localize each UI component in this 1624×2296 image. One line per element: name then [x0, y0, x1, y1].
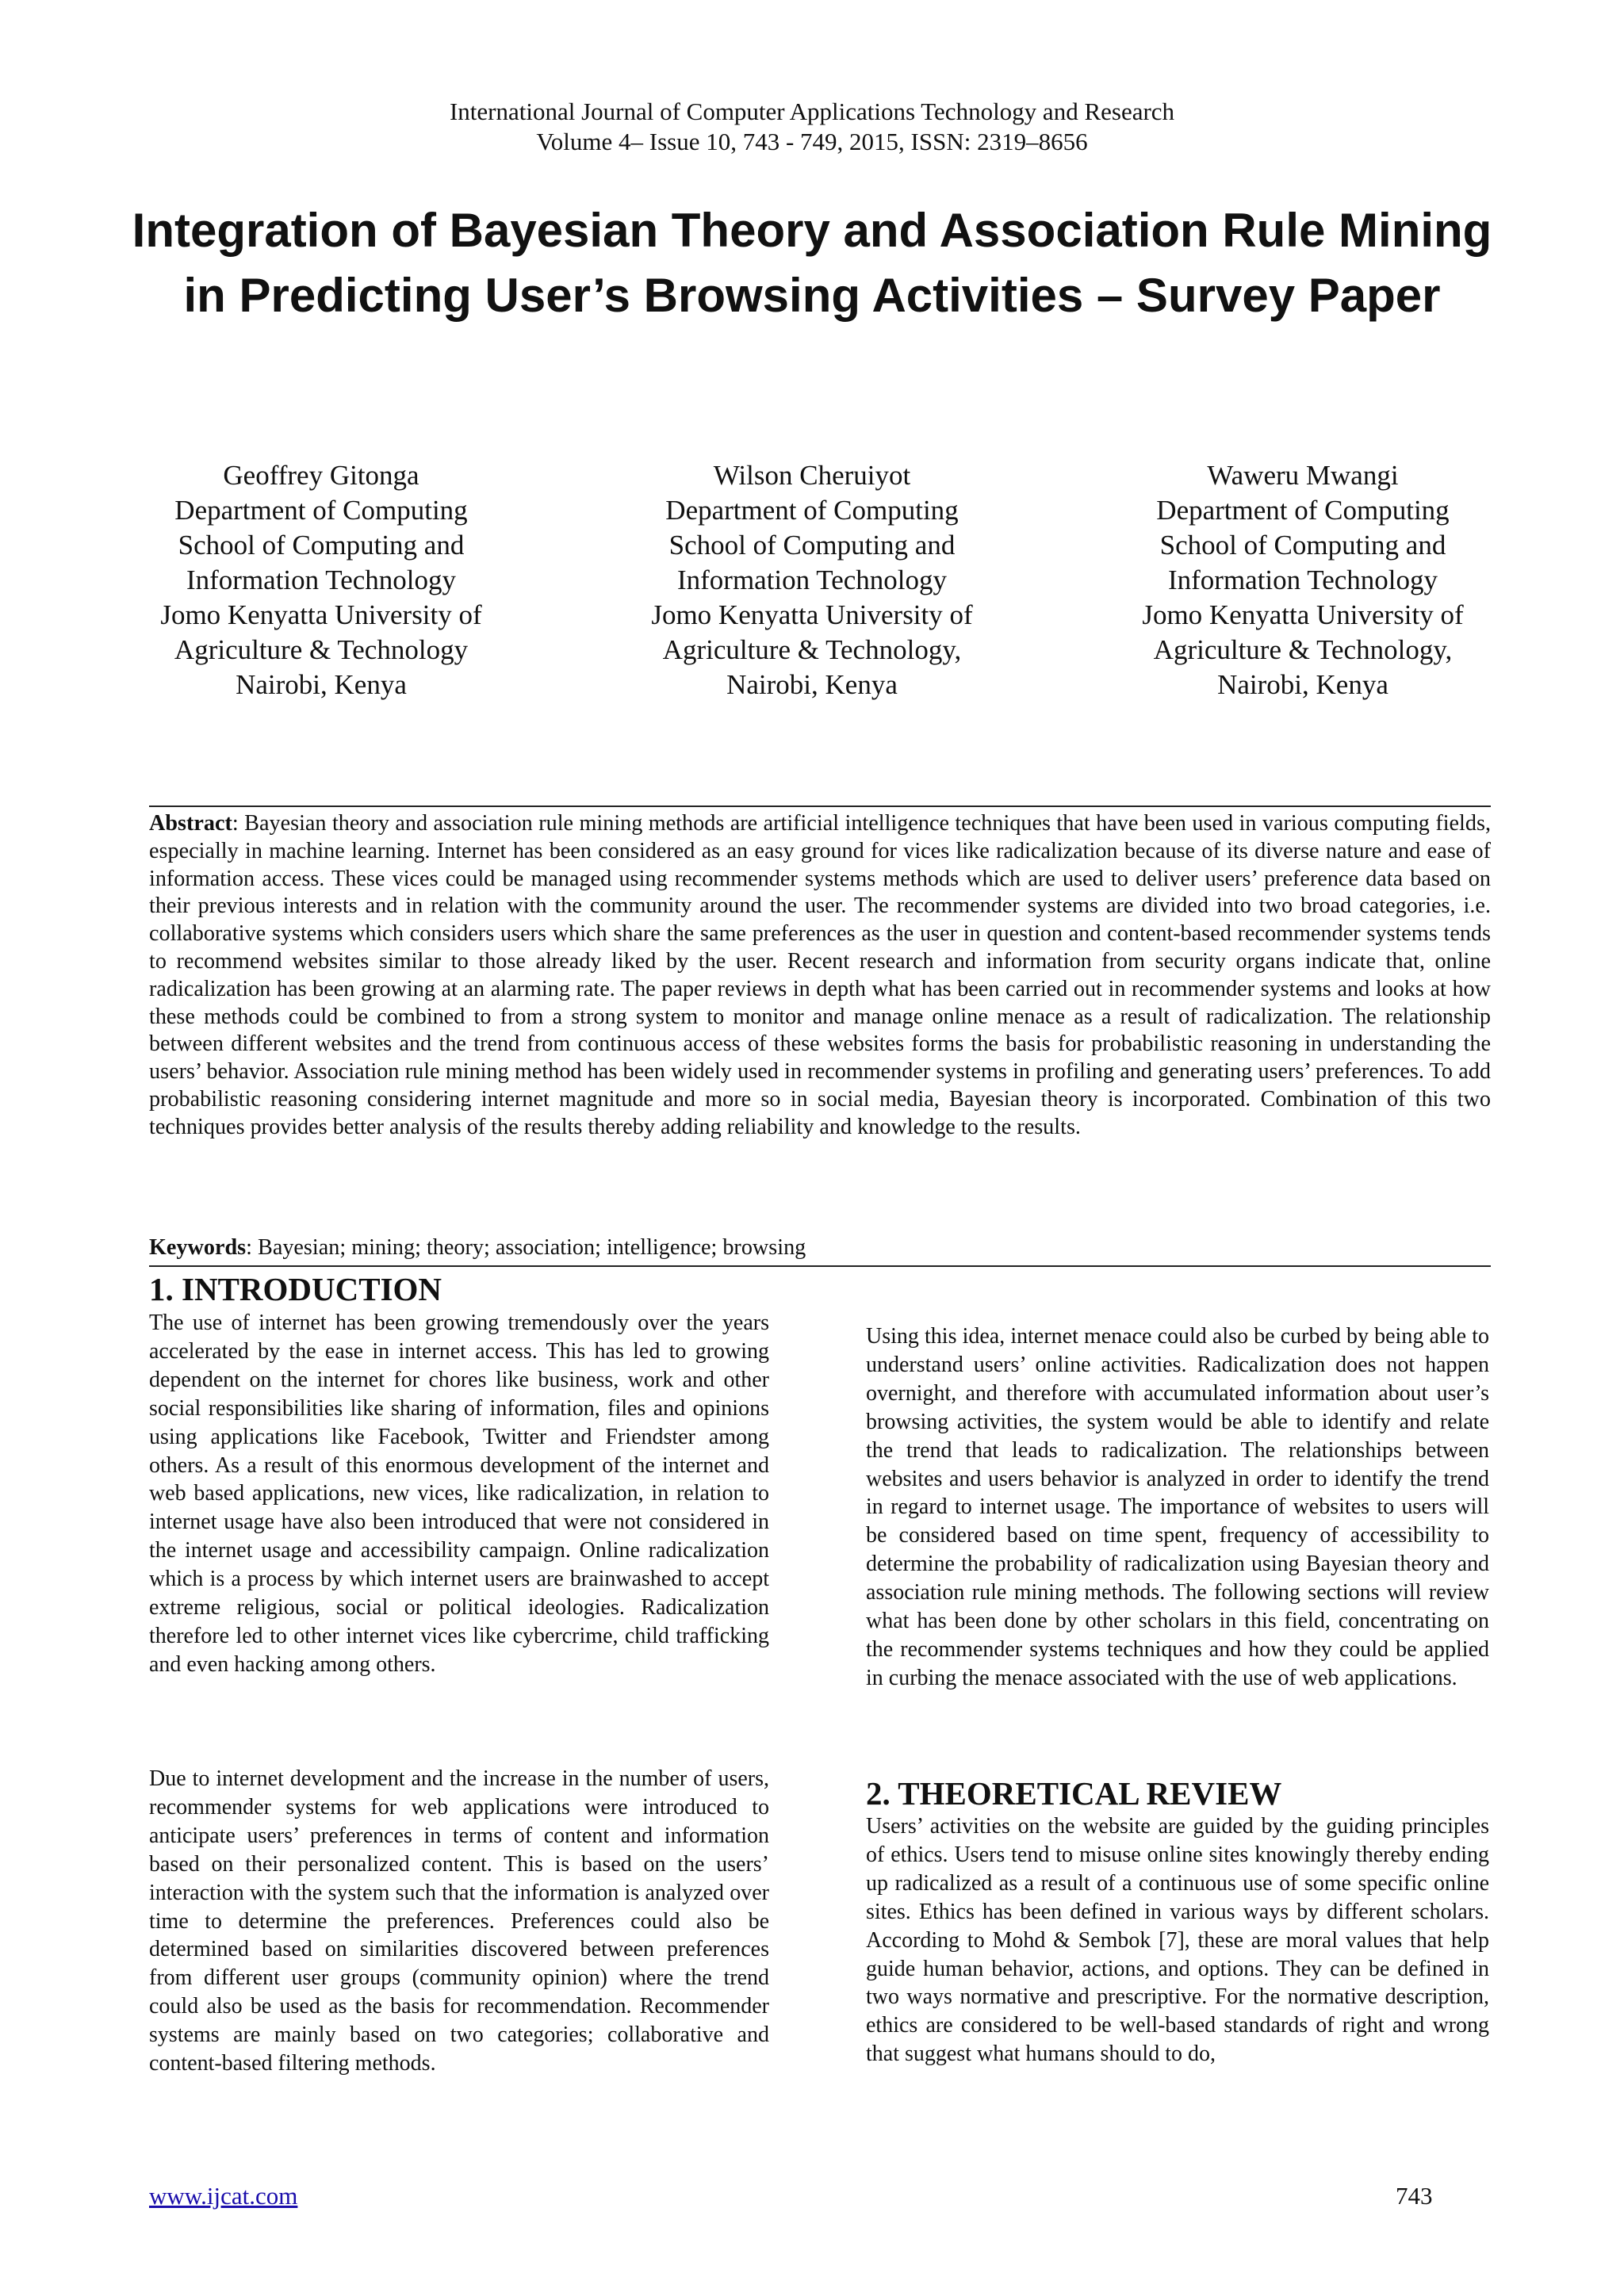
author-affiliation-line: Information Technology	[186, 564, 457, 595]
abstract-top-rule	[149, 806, 1491, 807]
abstract-label: Abstract	[149, 811, 232, 836]
intro-paragraph-1: The use of internet has been growing tremendously over the years accelerated by the ease in internet access. This has led to growing dependent on the internet for chores like business, work and other social responsibilities like sharing of information, files and opinions using applications like Facebook, Twitter and Friendster among others. As a result of this enormous development of the internet and web based applications, new vices, like radicalization, in relation to internet usage have also been introduced that were not considered in the internet usage and accessibility campaign. Online radicalization which is a process by which internet users are brainwashed to accept extreme religious, social or political ideologies. Radicalization therefore led to other internet vices like cybercrime, child trafficking and even hacking among others.	[149, 1311, 769, 1677]
author-2	[626, 458, 998, 702]
abstract-text: : Bayesian theory and association rule mining methods are artificial intelligence techniques that have been used in various computing fields, especially in machine learning. Internet has been considered as an easy ground for vices like radicalization because of its diverse nature and ease of information access. These vices could be managed using recommender systems methods which are used to deliver users’ preference data based on their previous interests and in relation with the community around the user. The recommender systems are divided into two broad categories, i.e. collaborative systems which considers users which share the same preferences as the user in question and content-based recommender systems tends to recommend websites similar to those already liked by the user. Recent research and information from security organs indicate that, online radicalization has been growing at an alarming rate. The paper reviews in depth what has been carried out in recommender systems and looks at how these methods could be combined to from a strong system to monitor and manage online menace as a result of radicalization. The relationship between different websites and the trend from continuous access of these websites forms the basis for probabilistic reasoning in understanding the users’ behavior. Association rule mining method has been widely used in recommender systems in profiling and generating users’ preferences. To add probabilistic reasoning considering internet magnitude and more so in social media, Bayesian theory is incorporated. Combination of this two techniques provides better analysis of the results thereby adding reliability and knowledge to the results.	[149, 811, 1491, 1139]
theory-paragraph-1: Users’ activities on the website are guided by the guiding principles of ethics. Users tend to misuse online sites knowingly thereby ending up radicalized as a result of a continuous use of some specific online sites. Ethics has been defined in various ways by different scholars. According to Mohd & Sembok [7], these are moral values that help guide human behavior, actions, and options. They can be defined in two ways normative and prescriptive. For the normative description, ethics are considered to be well-based standards of right and wrong that suggest what humans should to do,	[866, 1814, 1489, 2067]
author-affiliation-line: Information Technology	[676, 564, 948, 595]
author-affiliation-line: Department of Computing	[665, 495, 959, 526]
author-affiliation-line: Jomo Kenyatta University of	[1142, 599, 1464, 630]
author-affiliation-line: Information Technology	[1167, 564, 1438, 595]
footer-website-link[interactable]: www.ijcat.com	[149, 2182, 298, 2210]
author-affiliation-line: School of Computing and	[668, 530, 956, 561]
author-affiliation-line: Department of Computing	[174, 495, 468, 526]
paper-title: Integration of Bayesian Theory and Association Rule Mining in Predicting User’s Browsing Activities – Survey Paper	[132, 204, 1492, 322]
keywords-text: : Bayesian; mining; theory; association; intelligence; browsing	[246, 1235, 806, 1260]
author-affiliation-line: Nairobi, Kenya	[236, 669, 407, 700]
intro-paragraph-3: Using this idea, internet menace could also be curbed by being able to understand users’ online activities. Radicalization does not happen overnight, and therefore with accumulated information about user’s browsing activities, the system would be able to identify and relate the trend that leads to radicalization. The relationships between websites and users behavior is analyzed in order to identify the trend in regard to internet usage. The importance of websites to users will be considered based on time spent, frequency of accessibility to determine the probability of radicalization using Bayesian theory and association rule mining methods. The following sections will review what has been done by other scholars in this field, concentrating on the recommender systems techniques and how they could be applied in curbing the menace associated with the use of web applications.	[866, 1324, 1489, 1690]
author-affiliation-line: Agriculture & Technology,	[1153, 634, 1453, 665]
keywords-bottom-rule	[149, 1265, 1491, 1267]
author-affiliation-line: School of Computing and	[178, 530, 465, 561]
author-block	[135, 458, 1489, 702]
author-affiliation-line: Nairobi, Kenya	[1217, 669, 1388, 700]
author-1	[135, 458, 508, 702]
author-3	[1116, 458, 1489, 702]
author-affiliation-line: Agriculture & Technology,	[662, 634, 962, 665]
author-name: Waweru Mwangi	[1207, 460, 1399, 491]
section-heading-theoretical-review: 2. THEORETICAL REVIEW	[866, 1775, 1282, 1812]
keywords	[149, 1234, 1491, 1261]
section-heading-introduction: 1. INTRODUCTION	[149, 1271, 442, 1307]
abstract	[149, 810, 1491, 1142]
journal-volume: Volume 4– Issue 10, 743 - 749, 2015, ISSN: 2319–8656	[536, 128, 1088, 155]
author-affiliation-line: Department of Computing	[1156, 495, 1450, 526]
author-name: Geoffrey Gitonga	[223, 460, 419, 491]
author-affiliation-line: School of Computing and	[1159, 530, 1446, 561]
journal-name: International Journal of Computer Applications Technology and Research	[449, 98, 1175, 125]
intro-paragraph-2: Due to internet development and the increase in the number of users, recommender systems for web applications were introduced to anticipate users’ preferences in terms of content and information based on their personalized content. This is based on the users’ interaction with the system such that the information is analyzed over time to determine the preferences. Preferences could also be determined based on similarities discovered between preferences from different user groups (community opinion) where the trend could also be used as the basis for recommendation. Recommender systems are mainly based on two categories; collaborative and content-based filtering methods.	[149, 1766, 769, 2076]
author-affiliation-line: Nairobi, Kenya	[726, 669, 898, 700]
page-number: 743	[1396, 2182, 1433, 2210]
author-affiliation-line: Jomo Kenyatta University of	[651, 599, 973, 630]
author-affiliation-line: Agriculture & Technology	[174, 634, 469, 665]
author-affiliation-line: Jomo Kenyatta University of	[160, 599, 482, 630]
author-name: Wilson Cheruiyot	[713, 460, 911, 491]
keywords-label: Keywords	[149, 1235, 247, 1260]
journal-header	[0, 97, 1624, 157]
